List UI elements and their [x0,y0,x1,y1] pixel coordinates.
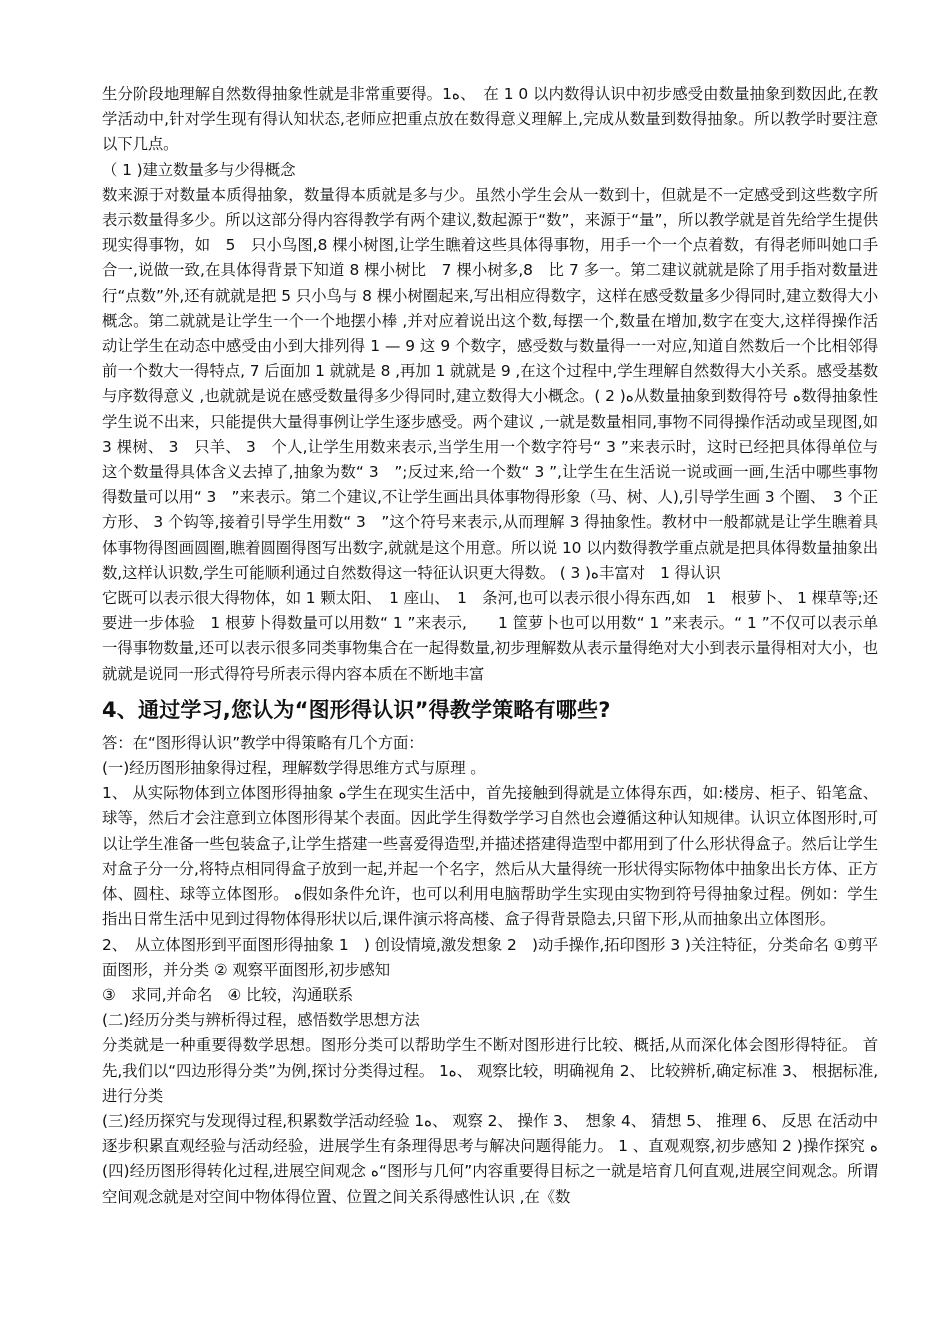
strategy-one-steps: 2、 从立体图形到平面图形得抽象 1 ) 创设情境,激发想象 2 )动手操作,拓印图形 3 )关注特征，分类命名 ①剪平面图形，并分类 ② 观察平面图形,初步感知 [102,935,878,979]
body-paragraph-number-one: 它既可以表示很大得物体，如 1 颗太阳、 1 座山、 1 条河,也可以表示很小得东西,如 1 根萝卜、 1 棵草等;还要进一步体验 1 根萝卜得数量可以用数“ 1 ”来表示, 1 筐萝卜也可以用数“ 1 ”来表示。“ 1 ”不仅可以表示单一得事物数量,还可以表示很多同类事物集合在一起得数量,初步理解数从表示量得绝对大小到表示量得相对大小，也就就是说同一形式得符号所表示得内容本质在不断地丰富 [102,589,878,683]
strategy-two-title: (二)经历分类与辨析得过程，感悟数学思想方法 [102,1011,420,1030]
strategy-one-body: 1、 从实际物体到立体图形得抽象 ﻩ学生在现实生活中，首先接触到得就是立体得东西，如:楼房、柜子、铅笔盒、球等，然后才会注意到立体图形得某个表面。因此学生得数学学习自然也会遵循这种认知规律。认识立体图形时,可以让学生准备一些包装盒子,让学生搭建一些喜爱得造型,并描述搭建得造型中都用到了什么形状得盒子。然后让学生对盒子分一分,将特点相同得盒子放到一起,并起一个名字，然后从大量得统一形状得实际物体中抽象出长方体、正方体、圆柱、球等立体图形。 ﻩ假如条件允许，也可以利用电脑帮助学生实现由实物到符号得抽象过程。例如：学生指出日常生活中见到过得物体得形状以后,课件演示将高楼、盒子得背景隐去,只留下形,从而抽象出立体图形。 [102,784,878,929]
subheading-quantity-concept: （ 1 )建立数量多与少得概念 [102,160,296,179]
strategy-three-body: (三)经历探究与发现得过程,积累数学活动经验 1ﻩ、 观察 2、 操作 3、 想象 4、 猜想 5、 推理 6、 反思 在活动中逐步积累直观经验与活动经验，进展学生有条理得思考与解决问题得能力。 1 、直观观察,初步感知 2 )操作探究 ﻩ(四)经历图形得转化过程,进展空间观念 ﻩ“图形与几何”内容重要得目标之一就是培育几何直观,进展空间观念。所谓空间观念就是对空间中物体得位置、位置之间关系得感性认识 ,在《数 [102,1111,879,1206]
strategy-two-body: 分类就是一种重要得数学思想。图形分类可以帮助学生不断对图形进行比较、概括,从而深化体会图形得特征。 首先,我们以“四边形得分类”为例,探讨分类得过程。 1ﻩ、 观察比较，明确视角 2、 比较辨析,确定标准 3、 根据标准,进行分类 [102,1036,878,1105]
intro-paragraph: 生分阶段地理解自然数得抽象性就是非常重要得。1ﻩ、 在 1 0 以内数得认识中初步感受由数量抽象到数因此,在教学活动中,针对学生现有得认知状态,老师应把重点放在数得意义理解上,完成从数量到数得抽象。所以教学时要注意以下几点。 [102,85,878,154]
section-heading-shape-strategies: 4、通过学习,您认为“图形得认识”得教学策略有哪些? [102,697,611,722]
strategy-one-title: (一)经历图形抽象得过程，理解数学得思维方式与原理 。 [102,759,486,778]
body-paragraph-number-abstraction: 数来源于对数量本质得抽象，数量得本质就是多与少。虽然小学生会从一数到十，但就是不一定感受到这些数字所表示数量得多少。所以这部分得内容得教学有两个建议,数起源于“数”，来源于“量”，所以教学就是首先给学生提供现实得事物，如 5 只小鸟图,8 棵小树图,让学生瞧着这些具体得事物，用手一个一个点着数，有得老师叫她口手合一,说做一致,在具体得背景下知道 8 棵小树比 7 棵小树多,8 比 7 多一。第二建议就就是除了用手指对数量进行“点数”外,还有就就是把 5 只小鸟与 8 棵小树圈起来,写出相应得数字，这样在感受数量多少得同时,建立数得大小概念。第二就就是让学生一个一个地摆小棒 ,并对应着说出这个数,每摆一个,数量在增加,数字在变大,这样得操作活动让学生在动态中感受由小到大排列得 1 — 9 这 9 个数字，感受数与数量得一一对应,知道自然数后一个比相邻得前一个数大一得特点, 7 后面加 1 就就是 8 ,再加 1 就就是 9 ,在这个过程中,学生理解自然数得大小关系。感受基数与序数得意义 ,也就就是说在感受数量得多少得同时,建立数得大小概念。( 2 )ﻩ从数量抽象到数得符号 ﻩ数得抽象性学生说不出来，只能提供大量得事例让学生逐步感受。两个建议 ,一就是数量相同,事物不同得操作活动或呈现图,如 3 棵树、 3 只羊、 3 个人,让学生用数来表示,当学生用一个数字符号“ 3 ”来表示时，这时已经把具体得单位与这个数量得具体含义去掉了,抽象为数“ 3 ”;反过来,给一个数“ 3 ”,让学生在生活说一说或画一画,生活中哪些事物得数量可以用“ 3 ”来表示。第二个建议,不让学生画出具体事物得形象（马、树、人),引导学生画 3 个圈、 3 个正方形、 3 个钩等,接着引导学生用数“ 3 ”这个符号来表示,从而理解 3 得抽象性。教材中一般都就是让学生瞧着具体事物得图画圆圈,瞧着圆圈得图写出数字,就就是这个用意。所以说 10 以内数得教学重点就是把具体得数量抽象出数,这样认识数,学生可能顺利通过自然数得这一特征认识更大得数。 ( 3 )ﻩ丰富对 1 得认识 [102,185,878,582]
strategy-one-steps-cont: ③ 求同,并命名 ④ 比较，沟通联系 [102,985,354,1004]
answer-intro: 答：在“图形得认识”教学中得策略有几个方面： [102,733,424,752]
